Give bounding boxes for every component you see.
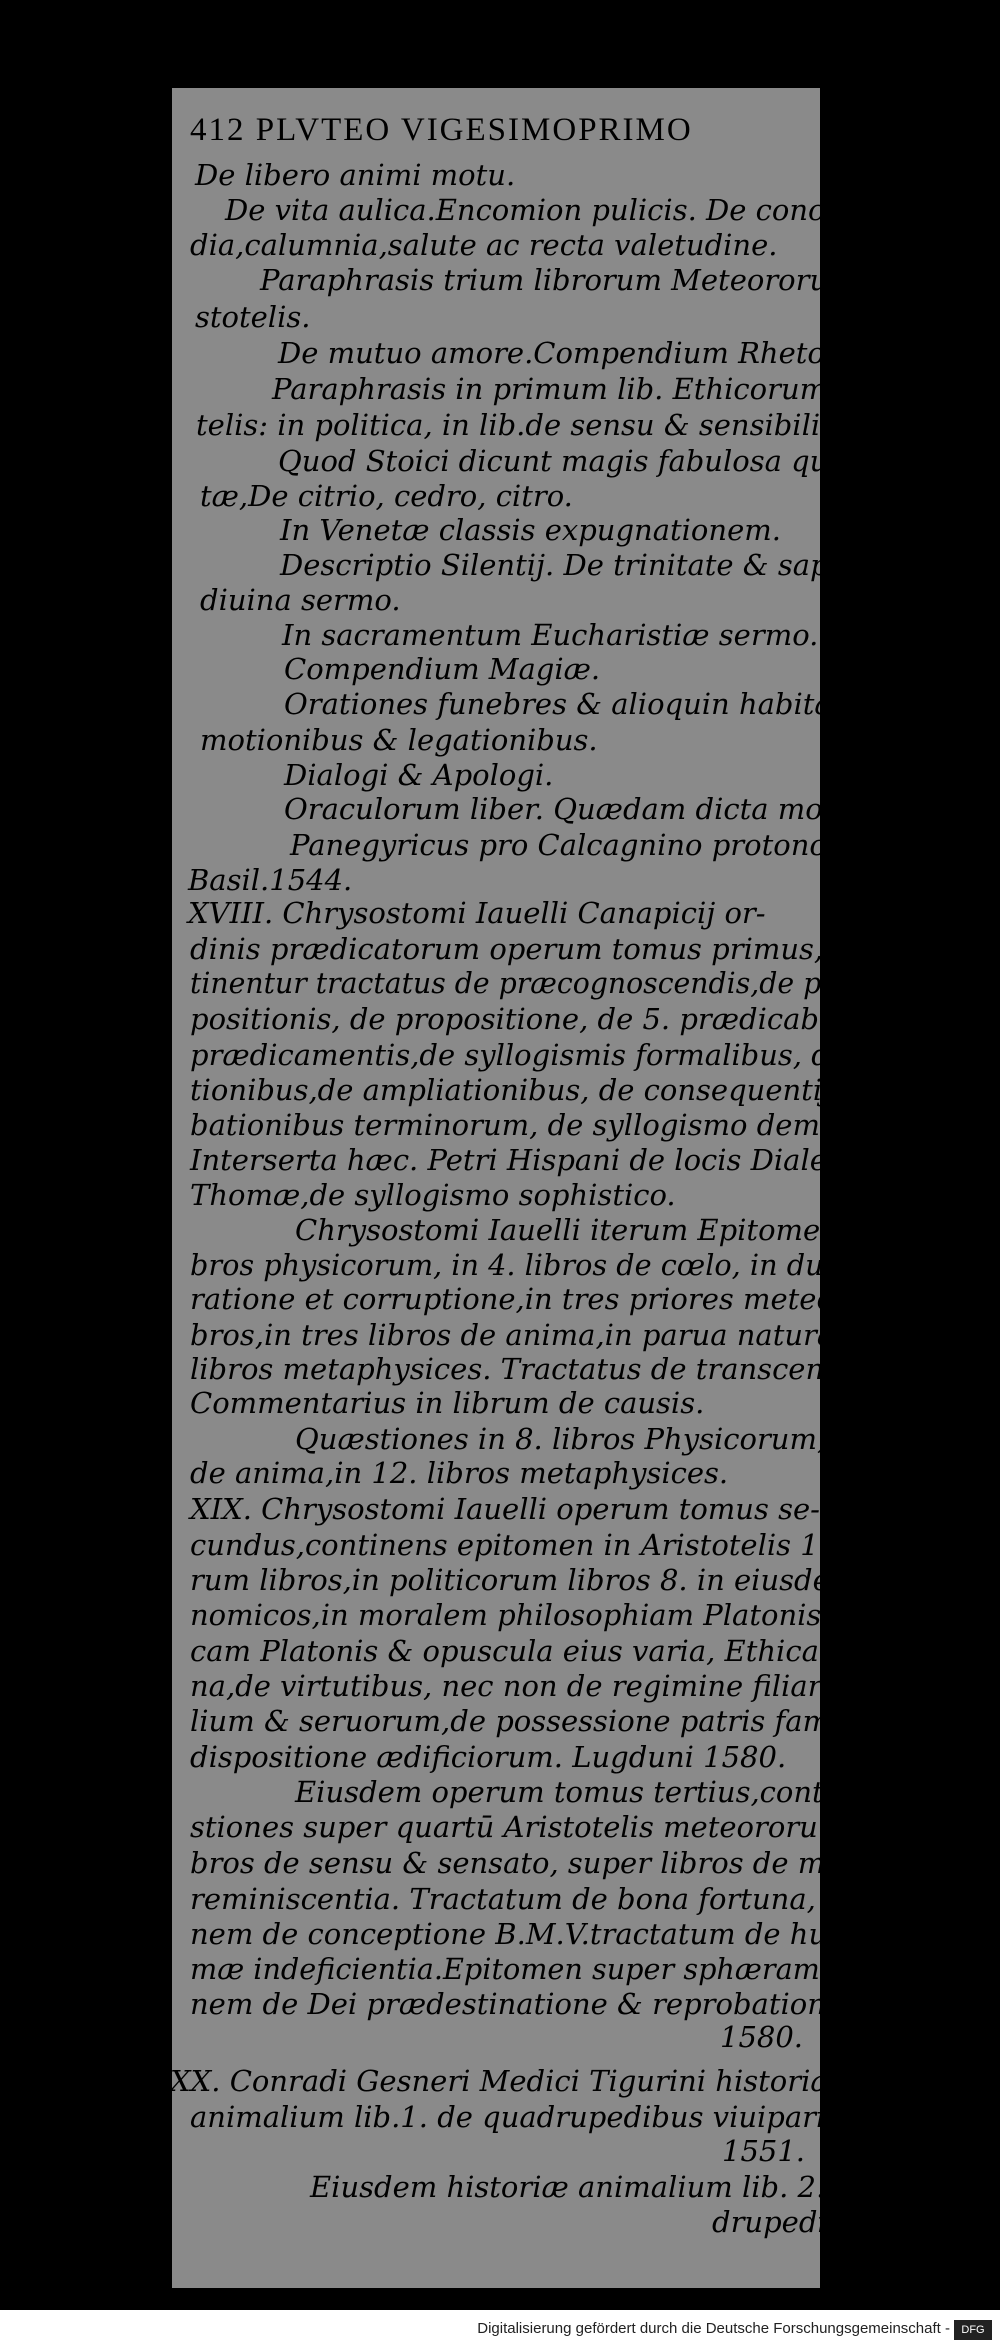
text-line: dinis prædicatorum operum tomus primus,in quo con- [190, 932, 987, 966]
text-line: bationibus terminorum, de syllogismo demonstratiuo. [190, 1108, 980, 1142]
text-line: XVIII. Chrysostomi Iauelli Canapicij or- [188, 896, 766, 930]
text-line: Eiusdem historiæ animalium lib. 2. de qua- [310, 2170, 944, 2204]
text-line: tinentur tractatus de præcognoscendis,de partibus pro- [190, 966, 991, 1000]
page-header [190, 112, 693, 149]
text-line: De mutuo amore.Compendium Rhetoricæ. [278, 336, 901, 370]
text-line: Descriptio Silentij. De trinitate & sapientia [280, 548, 912, 582]
text-line: motionibus & legationibus. [200, 723, 598, 757]
text-line: reminiscentia. Tractatum de bona fortuna, quæstio- [190, 1882, 953, 1916]
text-line: libros metaphysices. Tractatus de transcendentibus. [190, 1352, 961, 1386]
text-line: Quod Stoici dicunt magis fabulosa quàm poë- [278, 444, 946, 478]
text-line: nomicos,in moralem philosophiam Platonis. In politi- [190, 1598, 965, 1632]
funding-note: Digitalisierung gefördert durch die Deutsche Forschungsgemeinschaft - [477, 2320, 950, 2337]
text-line: bros physicorum, in 4. libros de cœlo, in duos de gene- [190, 1248, 990, 1282]
text-line: positionis, de propositione, de 5. prædicabilibus,de [190, 1002, 944, 1036]
text-line: Orationes funebres & alioquin habitæ in pro- [284, 687, 948, 721]
text-line: tæ,De citrio, cedro, citro. [200, 479, 573, 513]
text-line: 1580. [720, 2020, 804, 2054]
text-line: nem de conceptione B.M.V.tractatum de humanæ ani- [190, 1917, 983, 1951]
text-line: Chrysostomi Iauelli iterum Epitome in octo li- [295, 1213, 967, 1247]
page-number: 412 [190, 112, 246, 148]
text-line: Thomæ,de syllogismo sophistico. [190, 1178, 676, 1212]
text-line: cam Platonis & opuscula eius varia, Ethica Christia- [190, 1634, 955, 1668]
text-line: drupedi- [712, 2205, 837, 2239]
running-head: PLVTEO VIGESIMOPRIMO [255, 112, 693, 148]
text-line: ratione et corruptione,in tres priores meteororum li- [190, 1282, 963, 1316]
text-line: bros de sensu & sensato, super libros de memoria & [190, 1846, 963, 1880]
text-line: De vita aulica.Encomion pulicis. De concor- [225, 193, 866, 227]
text-line: Paraphrasis in primum lib. Ethicorum Aristo- [272, 372, 935, 406]
text-line: XX. Conradi Gesneri Medici Tigurini historiæ [170, 2064, 838, 2098]
text-line: Oraculorum liber. Quædam dicta moralia. [284, 792, 899, 826]
text-line: telis: in politica, in lib.de sensu & sensibili. [196, 408, 830, 442]
text-line: In sacramentum Eucharistiæ sermo. [282, 618, 819, 652]
text-line: Dialogi & Apologi. [284, 758, 554, 792]
dfg-logo-icon: DFG [954, 2320, 992, 2340]
text-line: nem de Dei prædestinatione & reprobatione.Lugduni [190, 1987, 974, 2021]
text-line: animalium lib.1. de quadrupedibus viuiparis. Tiguri [190, 2100, 948, 2134]
text-line: na,de virtutibus, nec non de regimine filiarum, nobi- [190, 1669, 960, 1703]
text-line: Basil.1544. [188, 863, 353, 897]
text-line: rum libros,in politicorum libros 8. in eiusdem Oeco- [190, 1563, 951, 1597]
text-line: stiones super quartū Aristotelis meteororum,super li- [190, 1810, 976, 1844]
text-line: prædicamentis,de syllogismis formalibus, de supposi- [190, 1038, 979, 1072]
text-line: Eiusdem operum tomus tertius,continens quæ- [295, 1775, 986, 1809]
text-line: In Venetæ classis expugnationem. [280, 513, 781, 547]
text-line: dia,calumnia,salute ac recta valetudine. [190, 228, 778, 262]
text-line: diuina sermo. [200, 583, 401, 617]
footer-bar [0, 2310, 1000, 2352]
text-line: Paraphrasis trium librorum Meteororum Ari- [260, 263, 919, 297]
text-line: de anima,in 12. libros metaphysices. [190, 1456, 729, 1490]
text-line: bros,in tres libros de anima,in parua naturalia,in 12. [190, 1318, 963, 1352]
text-line: Panegyricus pro Calcagnino protonotario. [290, 828, 906, 862]
text-line: cundus,continens epitomen in Aristotelis 10. Ethico- [190, 1528, 960, 1562]
text-line: stotelis. [195, 300, 311, 334]
text-line: De libero animi motu. [195, 158, 516, 192]
text-line: dispositione ædificiorum. Lugduni 1580. [190, 1740, 787, 1774]
text-line: lium & seruorum,de possessione patris familias & de [190, 1704, 970, 1738]
text-line: Quæstiones in 8. libros Physicorum, in lib. 3. [295, 1422, 956, 1456]
text-line: 1551. [722, 2134, 806, 2168]
text-line: Compendium Magiæ. [284, 652, 601, 686]
text-line: Interserta hæc. Petri Hispani de locis Dialecticis D. [190, 1143, 946, 1177]
text-line: tionibus,de ampliationibus, de consequentijs, de pro- [190, 1073, 970, 1107]
text-line: XIX. Chrysostomi Iauelli operum tomus se- [190, 1492, 820, 1526]
text-line: Commentarius in librum de causis. [190, 1386, 705, 1420]
text-line: mæ indeficientia.Epitomen super sphæram & quæstio- [190, 1952, 990, 1986]
